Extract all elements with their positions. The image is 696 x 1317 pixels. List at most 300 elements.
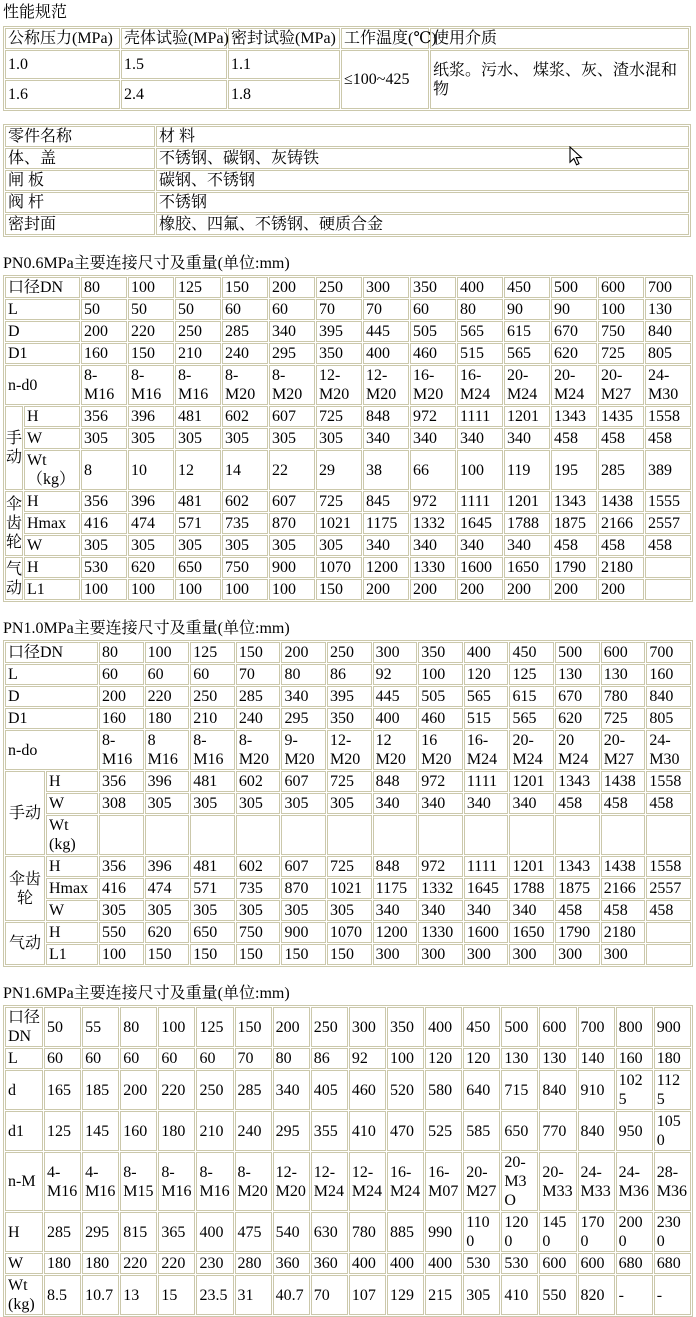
data-cell: 607 (281, 771, 326, 792)
data-cell: 565 (464, 686, 509, 707)
data-cell: 481 (190, 771, 235, 792)
materials-table (3, 124, 691, 237)
data-cell: 571 (175, 513, 221, 534)
data-cell: 972 (418, 856, 463, 877)
data-cell: 230 (196, 1253, 233, 1274)
data-cell: 210 (175, 343, 221, 364)
data-cell: 505 (410, 321, 456, 342)
dn-corner-label: 口径DN (5, 642, 98, 663)
dn-column-header: 600 (598, 277, 644, 298)
data-cell: 1650 (509, 922, 554, 943)
data-cell: 340 (509, 900, 554, 921)
data-cell: 340 (457, 535, 503, 556)
data-cell (509, 815, 554, 855)
mouse-cursor (569, 146, 583, 167)
data-cell: 180 (44, 1253, 81, 1274)
data-cell: 1788 (509, 878, 554, 899)
data-cell: 840 (646, 686, 691, 707)
data-cell: 8-M16 (99, 730, 144, 770)
data-cell: 120 (464, 664, 509, 685)
data-cell: 180 (145, 708, 190, 729)
data-cell: 1330 (410, 557, 456, 578)
data-cell: 340 (363, 535, 409, 556)
data-cell: 305 (81, 428, 127, 449)
row-label: W (5, 1253, 43, 1274)
dimension-row (5, 686, 691, 707)
data-cell: 125 (509, 664, 554, 685)
dn-column-header: 80 (81, 277, 127, 298)
data-cell (99, 815, 144, 855)
data-cell (555, 815, 600, 855)
data-cell: 119 (504, 450, 550, 490)
dn-column-header: 200 (269, 277, 315, 298)
data-cell: 725 (327, 856, 372, 877)
data-cell: 107 (349, 1275, 386, 1315)
data-cell: 130 (555, 664, 600, 685)
data-cell: 220 (128, 321, 174, 342)
data-cell: 40.7 (273, 1275, 310, 1315)
data-cell: 1050 (654, 1111, 691, 1151)
dimension-row (5, 793, 691, 814)
dn-column-header: 250 (316, 277, 362, 298)
data-cell: 340 (269, 321, 315, 342)
data-cell: 680 (654, 1253, 691, 1274)
data-cell: 607 (269, 406, 315, 427)
data-cell: 60 (196, 1048, 233, 1069)
data-cell: 458 (555, 900, 600, 921)
data-cell: 520 (387, 1070, 424, 1110)
pn06-title: PN0.6MPa主要连接尺寸及重量(单位:mm) (3, 255, 290, 272)
data-cell: 602 (236, 856, 281, 877)
dn-column-header: 100 (145, 642, 190, 663)
data-cell: 340 (457, 428, 503, 449)
dn-column-header: 400 (464, 642, 509, 663)
data-cell: 220 (145, 686, 190, 707)
data-cell: 620 (555, 708, 600, 729)
data-cell: 50 (81, 299, 127, 320)
data-cell: 400 (196, 1212, 233, 1252)
row-label: n-do (5, 730, 98, 770)
data-cell: 24-M33 (578, 1152, 615, 1211)
data-cell: 8-M16 (158, 1152, 195, 1211)
data-cell: 160 (120, 1111, 157, 1151)
dn-column-header: 55 (82, 1007, 119, 1047)
data-cell: 405 (311, 1070, 348, 1110)
data-cell: 1201 (504, 491, 550, 512)
data-cell: 900 (281, 922, 326, 943)
data-cell: 80 (457, 299, 503, 320)
dimension-row (5, 343, 691, 364)
dn-column-header: 200 (273, 1007, 310, 1047)
data-cell: 240 (222, 343, 268, 364)
data-cell: 295 (273, 1111, 310, 1151)
data-cell: 1438 (598, 491, 644, 512)
data-cell: 250 (196, 1070, 233, 1110)
data-cell: 14 (222, 450, 268, 490)
dn-column-header: 350 (418, 642, 463, 663)
data-cell: 295 (281, 708, 326, 729)
data-cell (418, 815, 463, 855)
row-label: L (5, 299, 80, 320)
data-cell: 305 (190, 900, 235, 921)
data-cell: 650 (501, 1111, 538, 1151)
data-cell: 8 M16 (145, 730, 190, 770)
dimension-row (5, 428, 691, 449)
data-cell: 356 (99, 856, 144, 877)
data-cell: 100 (175, 579, 221, 600)
data-cell: 50 (128, 299, 174, 320)
data-cell: 305 (145, 900, 190, 921)
data-cell: 458 (601, 793, 646, 814)
data-cell: 80 (273, 1048, 310, 1069)
dimension-row (5, 1152, 691, 1211)
data-cell: 481 (175, 406, 221, 427)
data-cell: 12-M20 (316, 365, 362, 405)
data-cell: 285 (236, 686, 281, 707)
data-cell: 285 (222, 321, 268, 342)
spec-header-nominal-pressure: 公称压力(MPa) (5, 28, 120, 49)
data-cell: 458 (645, 428, 691, 449)
data-cell: 805 (645, 343, 691, 364)
data-cell: 870 (281, 878, 326, 899)
materials-header-material: 材 料 (156, 126, 689, 147)
data-cell: 1021 (327, 878, 372, 899)
data-cell: 1438 (601, 856, 646, 877)
part-name-cell: 闸 板 (5, 170, 155, 191)
data-cell: 305 (175, 535, 221, 556)
data-cell: 80 (281, 664, 326, 685)
dimension-row (5, 1253, 691, 1274)
dimension-row (5, 815, 691, 855)
data-cell: 86 (327, 664, 372, 685)
data-cell: 445 (373, 686, 418, 707)
data-cell (646, 815, 691, 855)
row-label: D1 (5, 708, 98, 729)
row-label: D1 (5, 343, 80, 364)
dimension-row (5, 365, 691, 405)
data-cell: 8 (81, 450, 127, 490)
temperature-cell: ≤100~425 (341, 50, 429, 109)
data-cell: 12-M20 (363, 365, 409, 405)
dimension-row (5, 1070, 691, 1110)
materials-header-part: 零件名称 (5, 126, 155, 147)
data-cell: 389 (645, 450, 691, 490)
data-cell: 470 (387, 1111, 424, 1151)
data-cell: 530 (81, 557, 127, 578)
data-cell: 38 (363, 450, 409, 490)
data-cell (281, 815, 326, 855)
data-cell: 305 (316, 535, 362, 556)
data-cell: 28-M36 (654, 1152, 691, 1211)
row-label: Wt（kg） (24, 450, 80, 490)
data-cell: 125 (44, 1111, 81, 1151)
dn-column-header: 150 (222, 277, 268, 298)
data-cell: 805 (646, 708, 691, 729)
data-cell: 350 (327, 708, 372, 729)
data-cell: 305 (316, 428, 362, 449)
spec-row-1 (5, 50, 689, 79)
data-cell: 400 (363, 343, 409, 364)
data-cell: 92 (373, 664, 418, 685)
data-cell: 870 (269, 513, 315, 534)
data-cell: 340 (418, 793, 463, 814)
data-cell: 1100 (463, 1212, 500, 1252)
data-cell: 305 (269, 428, 315, 449)
data-cell: 1111 (464, 856, 509, 877)
spec-header-row (5, 28, 689, 49)
data-cell: 1200 (363, 557, 409, 578)
data-cell: 340 (464, 793, 509, 814)
dn-column-header: 500 (555, 642, 600, 663)
materials-header-row (5, 126, 689, 147)
data-cell: 210 (190, 708, 235, 729)
data-cell: 481 (190, 856, 235, 877)
data-cell: 13 (120, 1275, 157, 1315)
data-cell: 12-M24 (349, 1152, 386, 1211)
data-cell: 1201 (504, 406, 550, 427)
data-cell: 220 (120, 1253, 157, 1274)
data-cell: 580 (425, 1070, 462, 1110)
dn-column-header: 250 (311, 1007, 348, 1047)
data-cell: 1201 (509, 771, 554, 792)
data-cell: 305 (222, 428, 268, 449)
group-label: 手动 (5, 771, 45, 855)
data-cell: 100 (269, 579, 315, 600)
data-cell: 305 (463, 1275, 500, 1315)
data-cell: 305 (128, 535, 174, 556)
row-label: n-M (5, 1152, 43, 1211)
data-cell: 356 (81, 491, 127, 512)
row-label: n-d0 (5, 365, 80, 405)
data-cell: 1111 (457, 406, 503, 427)
data-cell: 840 (645, 321, 691, 342)
data-cell: 130 (539, 1048, 576, 1069)
data-cell: 620 (145, 922, 190, 943)
dimension-row (5, 450, 691, 490)
data-cell: 1332 (418, 878, 463, 899)
dimension-row (5, 406, 691, 427)
data-cell (645, 579, 691, 600)
data-cell: 1343 (555, 856, 600, 877)
dn-column-header: 600 (601, 642, 646, 663)
data-cell: 8-M16 (190, 730, 235, 770)
row-label: Wt (kg) (5, 1275, 43, 1315)
data-cell: 305 (81, 535, 127, 556)
data-cell: 200 (504, 579, 550, 600)
data-cell: 340 (418, 900, 463, 921)
row-label: H (24, 491, 80, 512)
data-cell: 815 (120, 1212, 157, 1252)
data-cell: 20-M33 (539, 1152, 576, 1211)
data-cell: 340 (273, 1070, 310, 1110)
data-cell: 29 (316, 450, 362, 490)
data-cell: 90 (504, 299, 550, 320)
data-cell: 60 (190, 664, 235, 685)
data-cell: 220 (158, 1253, 195, 1274)
data-cell: 1600 (457, 557, 503, 578)
row-label: Hmax (46, 878, 98, 899)
dn-column-header: 125 (175, 277, 221, 298)
group-label: 伞齿轮 (5, 491, 23, 556)
data-cell: 1700 (578, 1212, 615, 1252)
dn-corner-label: 口径DN (5, 277, 80, 298)
data-cell: 285 (598, 450, 644, 490)
data-cell: 150 (327, 944, 372, 965)
dimension-row (5, 708, 691, 729)
data-cell: 305 (236, 793, 281, 814)
data-cell: 1200 (373, 922, 418, 943)
data-cell: 416 (99, 878, 144, 899)
data-cell: 910 (578, 1070, 615, 1110)
data-cell: 20-M27 (601, 730, 646, 770)
spec-header-media: 使用介质 (430, 28, 689, 49)
data-cell: 15 (158, 1275, 195, 1315)
dn-column-header: 400 (457, 277, 503, 298)
data-cell: 285 (235, 1070, 272, 1110)
data-cell (236, 815, 281, 855)
data-cell: 305 (145, 793, 190, 814)
row-label: H (46, 856, 98, 877)
data-cell: 8-M20 (222, 365, 268, 405)
data-cell: 460 (418, 708, 463, 729)
data-cell: 200 (410, 579, 456, 600)
data-cell: 60 (158, 1048, 195, 1069)
data-cell: 305 (327, 900, 372, 921)
data-cell: 481 (175, 491, 221, 512)
dn-column-header: 700 (646, 642, 691, 663)
media-cell: 纸浆。污水、 煤浆、灰、渣水混和物 (430, 50, 689, 109)
part-name-cell: 密封面 (5, 214, 155, 235)
data-cell: 350 (316, 343, 362, 364)
data-cell: 615 (509, 686, 554, 707)
data-cell: 20-M24 (551, 365, 597, 405)
data-cell: 60 (44, 1048, 81, 1069)
data-cell: 8-M16 (81, 365, 127, 405)
dimension-row (5, 900, 691, 921)
data-cell: 305 (190, 793, 235, 814)
row-label: d1 (5, 1111, 43, 1151)
data-cell: 4-M16 (82, 1152, 119, 1211)
data-cell: 160 (646, 664, 691, 685)
data-cell: 220 (158, 1070, 195, 1110)
material-cell: 不锈钢、碳钢、灰铸铁 (156, 148, 689, 169)
row-label: W (24, 428, 80, 449)
data-cell: 100 (99, 944, 144, 965)
data-cell: 8-M20 (269, 365, 315, 405)
materials-row (5, 192, 689, 213)
data-cell: 250 (175, 321, 221, 342)
data-cell: - (616, 1275, 653, 1315)
data-cell: 150 (316, 579, 362, 600)
dimension-row (5, 1048, 691, 1069)
data-cell: 340 (410, 428, 456, 449)
data-cell: 200 (120, 1070, 157, 1110)
data-cell: 1343 (551, 491, 597, 512)
dimension-row (5, 944, 691, 965)
data-cell: 300 (601, 944, 646, 965)
pn10-dimensions-table (3, 640, 693, 967)
data-cell: 23.5 (196, 1275, 233, 1315)
data-cell: 92 (349, 1048, 386, 1069)
data-cell: 100 (128, 579, 174, 600)
data-cell: 130 (501, 1048, 538, 1069)
data-cell: 305 (281, 793, 326, 814)
data-cell: 8-M15 (120, 1152, 157, 1211)
dimension-row (5, 535, 691, 556)
materials-row (5, 148, 689, 169)
data-cell: 160 (99, 708, 144, 729)
data-cell: 140 (578, 1048, 615, 1069)
row-label: Hmax (24, 513, 80, 534)
data-cell (646, 944, 691, 965)
dimension-row (5, 771, 691, 792)
dimension-row (5, 579, 691, 600)
data-cell: 602 (236, 771, 281, 792)
data-cell: 530 (501, 1253, 538, 1274)
data-cell: 1111 (464, 771, 509, 792)
data-cell: 20-M3O (501, 1152, 538, 1211)
data-cell: 129 (387, 1275, 424, 1315)
data-cell: 972 (410, 491, 456, 512)
data-cell: 305 (281, 900, 326, 921)
data-cell: 400 (349, 1253, 386, 1274)
dn-column-header: 450 (463, 1007, 500, 1047)
data-cell: 50 (175, 299, 221, 320)
data-cell: 474 (145, 878, 190, 899)
data-cell: 165 (44, 1070, 81, 1110)
data-cell: 308 (99, 793, 144, 814)
data-cell: 150 (281, 944, 326, 965)
data-cell: 600 (578, 1253, 615, 1274)
data-cell: 10 (128, 450, 174, 490)
data-cell: 210 (196, 1111, 233, 1151)
dimension-row (5, 513, 691, 534)
dn-column-header: 200 (281, 642, 326, 663)
data-cell: 10.7 (82, 1275, 119, 1315)
data-cell: 20-M27 (598, 365, 644, 405)
data-cell: 1111 (457, 491, 503, 512)
data-cell: 8.5 (44, 1275, 81, 1315)
data-cell: 295 (269, 343, 315, 364)
dn-column-header: 150 (235, 1007, 272, 1047)
spec-cell: 1.0 (5, 50, 120, 79)
data-cell: 550 (539, 1275, 576, 1315)
data-cell: 1343 (555, 771, 600, 792)
data-cell: 1788 (504, 513, 550, 534)
data-cell: 360 (311, 1253, 348, 1274)
data-cell: 150 (190, 944, 235, 965)
data-cell: 396 (145, 771, 190, 792)
data-cell: 458 (551, 535, 597, 556)
data-cell: 240 (236, 708, 281, 729)
data-cell: 725 (316, 491, 362, 512)
dimension-row (5, 299, 691, 320)
data-cell (464, 815, 509, 855)
dimension-row (5, 922, 691, 943)
dn-column-header: 125 (190, 642, 235, 663)
data-cell: 460 (410, 343, 456, 364)
data-cell: 458 (551, 428, 597, 449)
spec-header-working-temp: 工作温度(℃) (341, 28, 429, 49)
data-cell: 12 (175, 450, 221, 490)
data-cell: 340 (464, 900, 509, 921)
data-cell: 100 (222, 579, 268, 600)
data-cell: 725 (601, 708, 646, 729)
row-label: L (5, 1048, 43, 1069)
data-cell: 540 (273, 1212, 310, 1252)
data-cell: 300 (464, 944, 509, 965)
data-cell: 410 (501, 1275, 538, 1315)
